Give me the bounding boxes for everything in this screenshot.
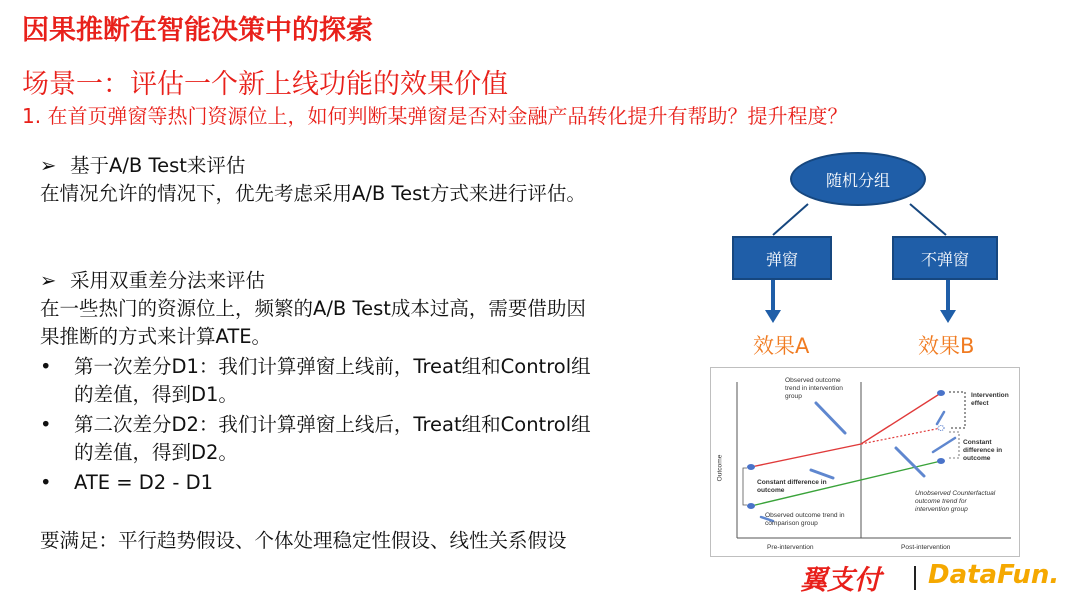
did-item-3-line1: ATE = D2 - D1 (74, 471, 214, 494)
x-label-pre: Pre-intervention (767, 544, 814, 551)
ann-counterfactual: Unobserved Counterfactual outcome trend for intervention group (915, 490, 996, 513)
did-text-line2: 果推断的方式来计算ATE。 (40, 325, 272, 348)
did-heading-line (40, 267, 265, 295)
ann-comparison: Observed outcome trend in comparison group (765, 512, 845, 527)
ann-constant-left: Constant difference in outcome (757, 479, 827, 494)
pointer-counterfactual (896, 448, 924, 476)
bullet-dot-icon: • (40, 413, 52, 436)
node-random-grouping: 随机分组 (790, 152, 926, 206)
marker-treat-pre (747, 464, 755, 470)
ann-intervention-effect: Intervention effect (971, 392, 1009, 407)
did-item-1-line1: 第一次差分D1：我们计算弹窗上线前，Treat组和Control组 (74, 355, 591, 378)
effect-a-label: 效果A (753, 334, 810, 358)
did-chart (710, 367, 1020, 557)
effect-b-label: 效果B (918, 334, 975, 358)
ann-intervention-group: Observed outcome trend in intervention group (785, 377, 843, 400)
slide-title: 因果推断在智能决策中的探索 (22, 15, 373, 46)
did-item-2-line2: 的差值，得到D2。 (74, 441, 238, 464)
ab-heading: 基于A/B Test来评估 (70, 154, 246, 177)
did-text-line1: 在一些热门的资源位上，频繁的A/B Test成本过高，需要借助因 (40, 297, 586, 320)
logo-divider (914, 566, 916, 590)
did-item-2 (40, 411, 591, 439)
effect-bracket (949, 392, 965, 428)
marker-control-pre (747, 503, 755, 509)
ab-text: 在情况允许的情况下，优先考虑采用A/B Test方式来进行评估。 (40, 182, 586, 205)
y-axis-label: Outcome (716, 454, 724, 482)
pointer-effect (937, 412, 944, 424)
did-item-2-line1: 第二次差分D2：我们计算弹窗上线后，Treat组和Control组 (74, 413, 591, 436)
arrow-bullet-icon: ➢ (40, 154, 57, 177)
pointer-constant-right (933, 438, 955, 452)
node-no-popup: 不弹窗 (892, 236, 998, 280)
arrow-bullet-icon: ➢ (40, 269, 57, 292)
did-item-1 (40, 353, 591, 381)
arrowhead-right-icon (940, 310, 956, 323)
bullet-dot-icon: • (40, 355, 52, 378)
marker-treat-post (937, 390, 945, 396)
brand-logo: 翼支付 (800, 565, 881, 596)
scenario-question: 1. 在首页弹窗等热门资源位上，如何判断某弹窗是否对金融产品转化提升有帮助？提升程度？ (22, 104, 848, 128)
treat-line (751, 393, 941, 467)
did-heading: 采用双重差分法来评估 (70, 269, 266, 292)
pointer-constant-left (811, 470, 833, 478)
marker-control-post (937, 458, 945, 464)
requirement-text: 要满足：平行趋势假设、个体处理稳定性假设、线性关系假设 (40, 529, 567, 552)
bullet-dot-icon: • (40, 471, 52, 494)
constant-bracket-right (949, 432, 959, 458)
ann-constant-right: Constant difference in outcome (963, 439, 1003, 462)
ab-heading-line (40, 152, 245, 180)
arrowhead-left-icon (765, 310, 781, 323)
did-item-1-line2: 的差值，得到D1。 (74, 383, 238, 406)
scene-heading: 场景一：评估一个新上线功能的效果价值 (22, 69, 508, 100)
partner-logo: DataFun. (928, 560, 1060, 590)
pointer-treat (816, 403, 845, 433)
node-popup: 弹窗 (732, 236, 832, 280)
x-label-post: Post-intervention (901, 544, 951, 551)
constant-bracket-left (743, 468, 747, 505)
connector-right (910, 204, 946, 235)
marker-counterfactual (938, 426, 944, 431)
connector-left (773, 204, 808, 235)
did-item-3 (40, 469, 213, 497)
